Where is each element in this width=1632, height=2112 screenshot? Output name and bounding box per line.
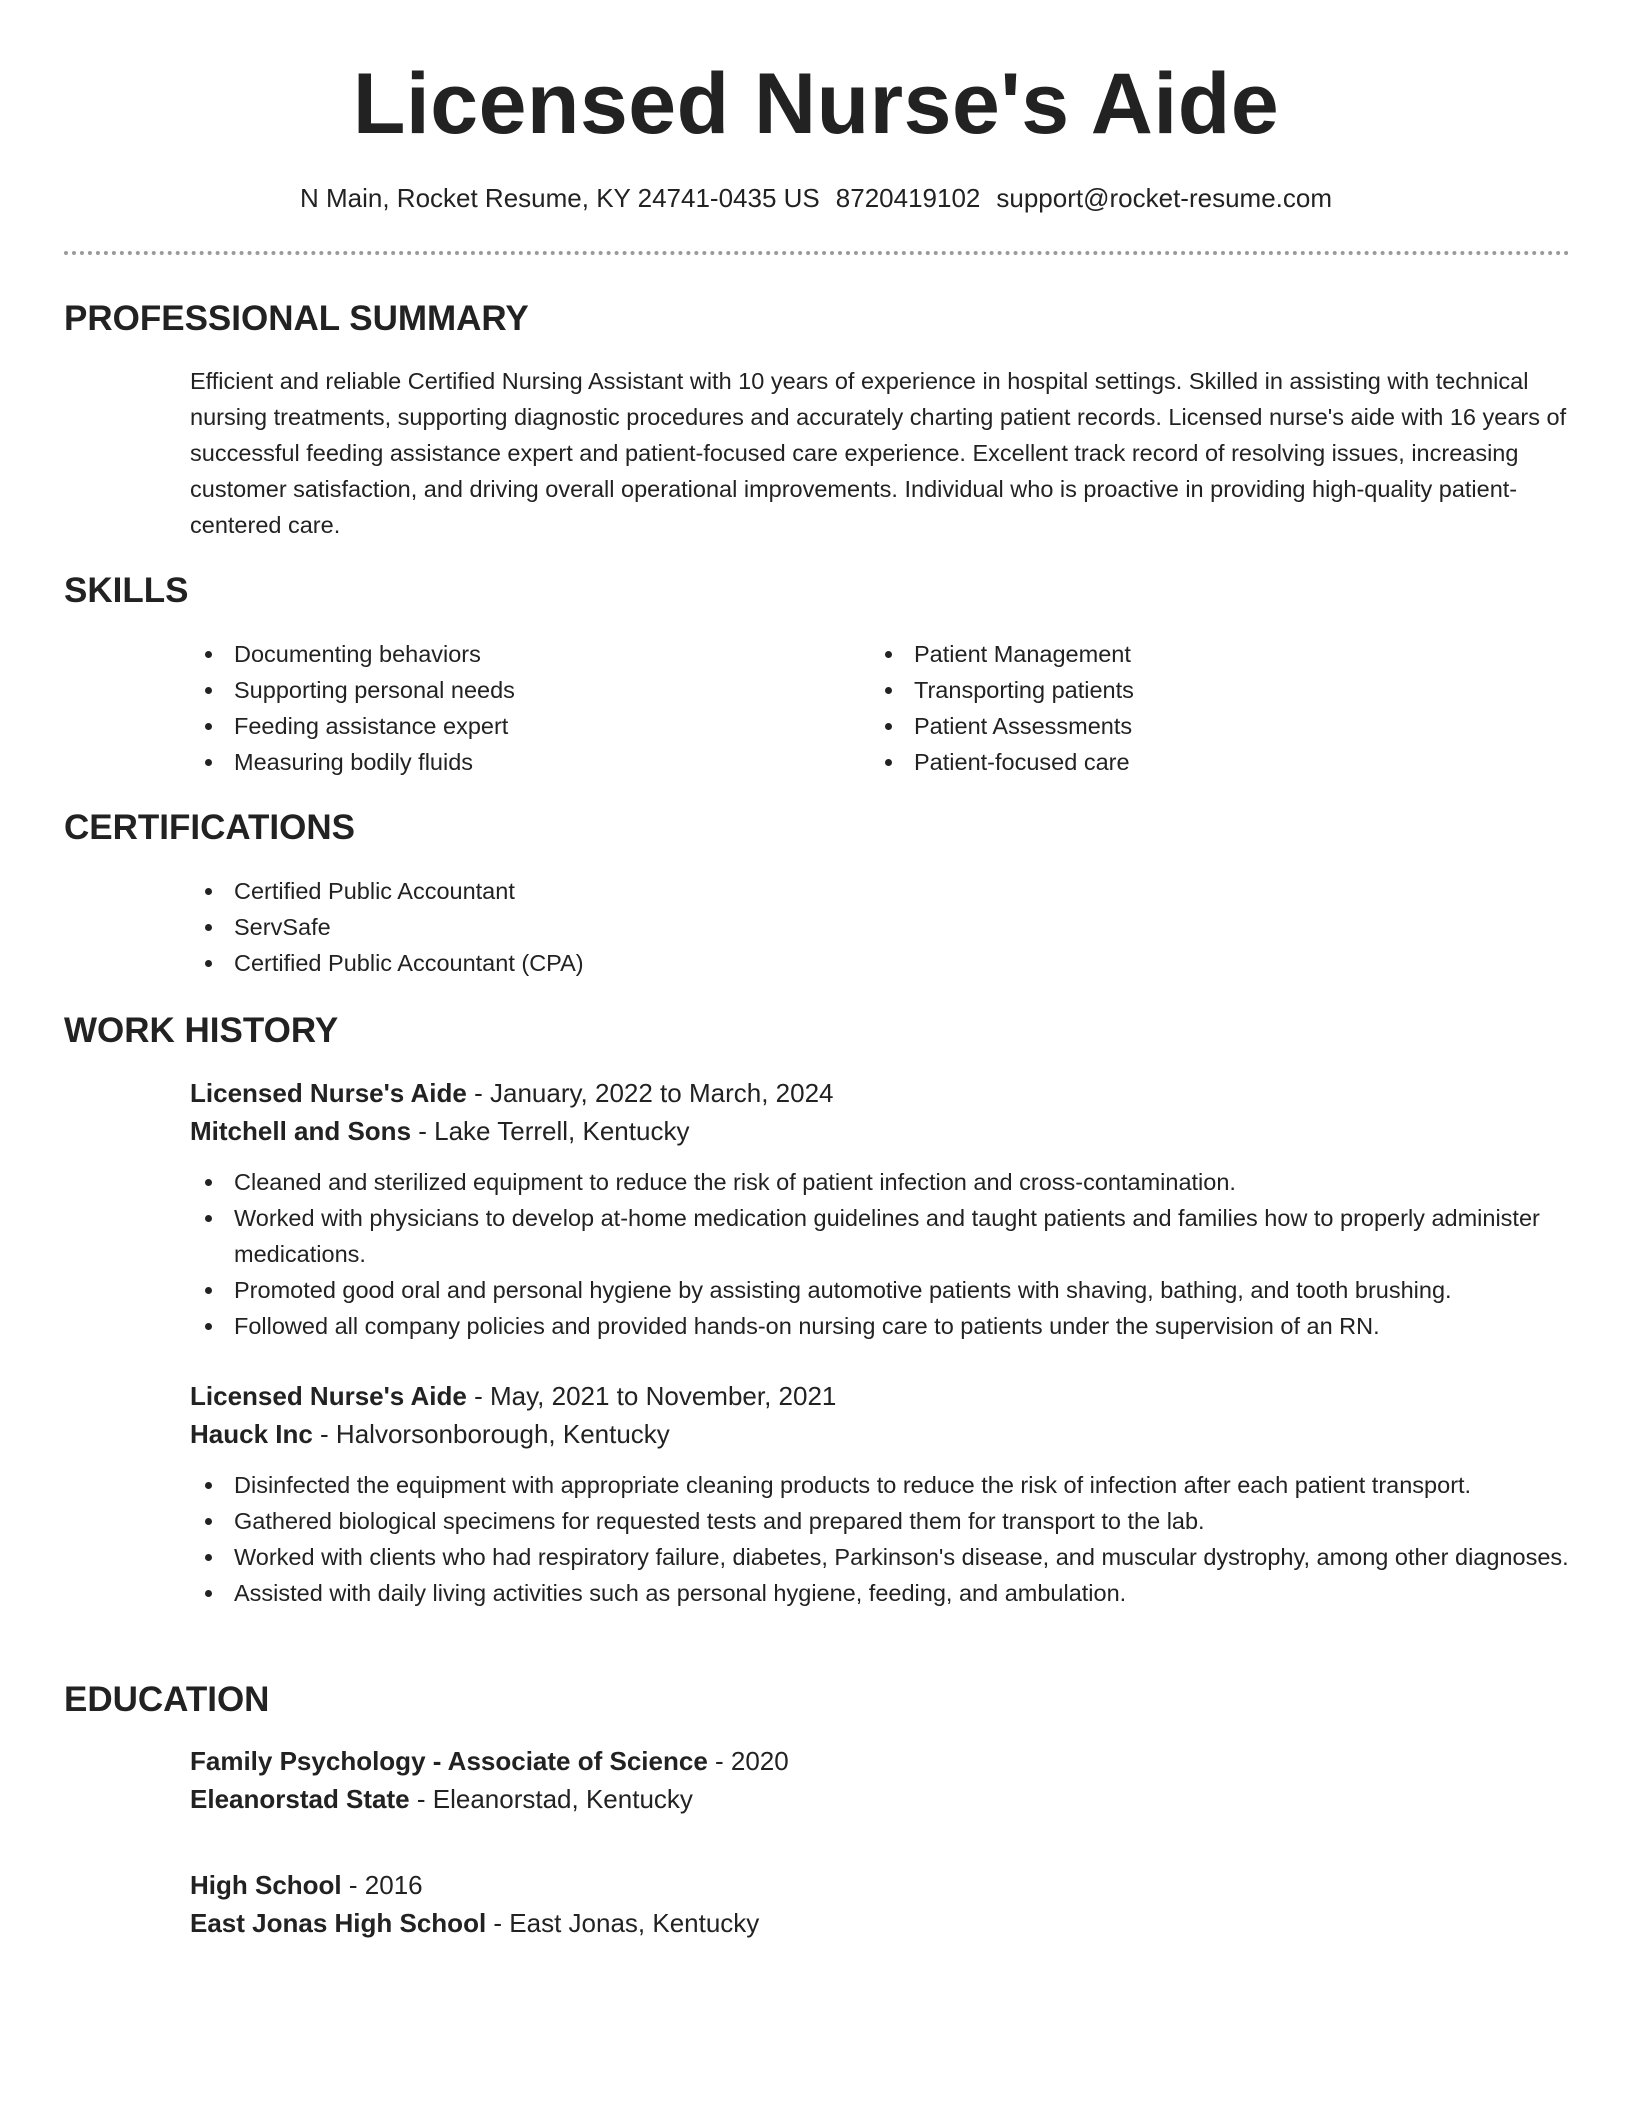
contact-email: support@rocket-resume.com	[996, 183, 1333, 213]
education-degree-line	[190, 1866, 1570, 1904]
certification-item: Certified Public Accountant (CPA)	[190, 945, 1570, 981]
job-bullet: Assisted with daily living activities such as personal hygiene, feeding, and ambulation.	[190, 1575, 1570, 1611]
summary-heading: PROFESSIONAL SUMMARY	[64, 299, 529, 338]
education-degree-line	[190, 1742, 1570, 1780]
job-dates: - May, 2021 to November, 2021	[466, 1381, 837, 1411]
certification-item: ServSafe	[190, 909, 1570, 945]
job-entry-1	[190, 1074, 1570, 1344]
education-school: East Jonas High School	[190, 1908, 487, 1938]
job-company-line	[190, 1112, 1570, 1150]
skill-item: Supporting personal needs	[190, 672, 870, 708]
certifications-list	[190, 873, 1570, 981]
education-heading: EDUCATION	[64, 1680, 270, 1719]
skills-grid	[190, 636, 1570, 780]
skills-heading: SKILLS	[64, 571, 189, 610]
education-degree: High School	[190, 1870, 342, 1900]
job-role: Licensed Nurse's Aide	[190, 1078, 467, 1108]
skill-item: Measuring bodily fluids	[190, 744, 870, 780]
header-divider	[64, 251, 1570, 255]
job-bullet: Worked with clients who had respiratory failure, diabetes, Parkinson's disease, and muscular dystrophy, among other diagnoses.	[190, 1539, 1570, 1575]
job-company: Hauck Inc	[190, 1419, 313, 1449]
summary-section	[190, 363, 1570, 543]
job-company: Mitchell and Sons	[190, 1116, 412, 1146]
work-history-heading: WORK HISTORY	[64, 1011, 339, 1050]
skill-item: Feeding assistance expert	[190, 708, 870, 744]
summary-text: Efficient and reliable Certified Nursing Assistant with 10 years of experience in hospital settings. Skilled in assisting with technical nursing treatments, supporting diagnostic procedures and accurately charting patient records. Licensed nurse's aide with 16 years of successful feeding assistance expert and patient-focused care experience. Excellent track record of resolving issues, increasing customer satisfaction, and driving overall operational improvements. Individual who is proactive in providing high-quality patient-centered care.	[190, 368, 1567, 538]
education-location: - East Jonas, Kentucky	[486, 1908, 760, 1938]
education-school-line	[190, 1904, 1570, 1942]
job-bullet: Gathered biological specimens for requested tests and prepared them for transport to the lab.	[190, 1503, 1570, 1539]
education-degree: Family Psychology - Associate of Science	[190, 1746, 708, 1776]
job-location: - Lake Terrell, Kentucky	[411, 1116, 690, 1146]
education-year: - 2020	[707, 1746, 789, 1776]
certifications-heading: CERTIFICATIONS	[64, 808, 356, 847]
job-title-line	[190, 1377, 1570, 1415]
contact-address: N Main, Rocket Resume, KY 24741-0435 US	[299, 183, 820, 213]
skills-list-right	[870, 636, 1550, 780]
contact-line	[0, 180, 1632, 216]
education-year: - 2016	[341, 1870, 423, 1900]
job-entry-2	[190, 1377, 1570, 1611]
job-title-line	[190, 1074, 1570, 1112]
job-bullet: Disinfected the equipment with appropriate cleaning products to reduce the risk of infection after each patient transport.	[190, 1467, 1570, 1503]
contact-phone: 8720419102	[835, 183, 981, 213]
skill-item: Patient Assessments	[870, 708, 1550, 744]
job-bullets	[190, 1164, 1570, 1344]
job-location: - Halvorsonborough, Kentucky	[312, 1419, 670, 1449]
job-bullet: Promoted good oral and personal hygiene by assisting automotive patients with shaving, bathing, and tooth brushing.	[190, 1272, 1570, 1308]
job-bullet: Worked with physicians to develop at-home medication guidelines and taught patients and families how to properly administer medications.	[190, 1200, 1570, 1272]
skills-section	[190, 636, 1570, 780]
education-school-line	[190, 1780, 1570, 1818]
skill-item: Patient Management	[870, 636, 1550, 672]
job-company-line	[190, 1415, 1570, 1453]
education-school: Eleanorstad State	[190, 1784, 410, 1814]
education-entry-1	[190, 1742, 1570, 1818]
job-bullet: Cleaned and sterilized equipment to reduce the risk of patient infection and cross-contamination.	[190, 1164, 1570, 1200]
education-location: - Eleanorstad, Kentucky	[409, 1784, 693, 1814]
skill-item: Transporting patients	[870, 672, 1550, 708]
skill-item: Documenting behaviors	[190, 636, 870, 672]
job-role: Licensed Nurse's Aide	[190, 1381, 467, 1411]
skill-item: Patient-focused care	[870, 744, 1550, 780]
certification-item: Certified Public Accountant	[190, 873, 1570, 909]
candidate-name: Licensed Nurse's Aide	[352, 56, 1280, 152]
job-bullets	[190, 1467, 1570, 1611]
education-entry-2	[190, 1866, 1570, 1942]
job-dates: - January, 2022 to March, 2024	[466, 1078, 834, 1108]
certifications-section	[190, 873, 1570, 981]
skills-list-left	[190, 636, 870, 780]
job-bullet: Followed all company policies and provided hands-on nursing care to patients under the supervision of an RN.	[190, 1308, 1570, 1344]
